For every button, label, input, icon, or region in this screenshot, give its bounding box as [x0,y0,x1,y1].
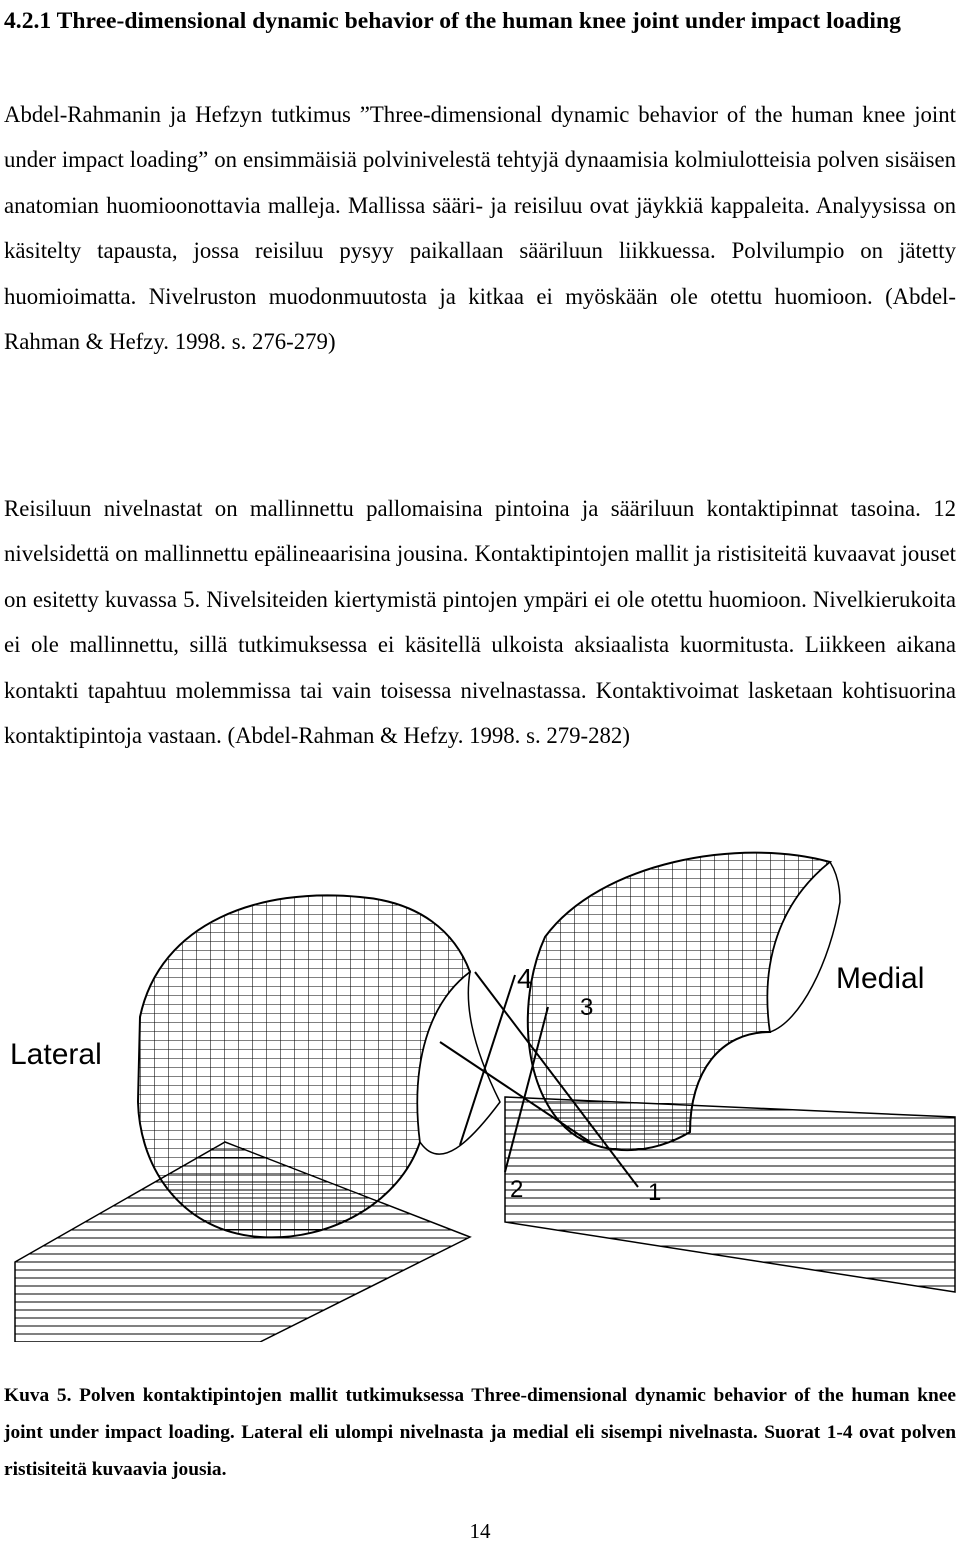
paragraph-2: Reisiluun nivelnastat on mallinnettu pallomaisina pintoina ja sääriluun kontaktipinnat tasoina. 12 nivelsidettä on mallinnettu epälineaarisina jousina. Kontaktipintojen mallit ja ristisiteitä kuvaavat jouset on esitetty kuvassa 5. Nivelsiteiden kiertymistä pintojen ympäri ei ole otettu huomioon. Nivelkierukoita ei ole mallinnettu, sillä tutkimuksessa ei käsitellä ulkoista aksiaalista kuormitusta. Liikkeen aikana kontakti tapahtuu molemmissa tai vain toisessa nivelnastassa. Kontaktivoimat lasketaan kohtisuorina kontaktipintoja vastaan. (Abdel-Rahman & Hefzy. 1998. s. 279-282) [4,496,956,749]
ligament-number-2: 2 [510,1176,524,1203]
ligament-number-3: 3 [580,994,594,1021]
lateral-label: Lateral [10,1038,102,1071]
section-heading: 4.2.1 Three-dimensional dynamic behavior of the human knee joint under impact loading [4,8,901,34]
ligament-number-1: 1 [648,1179,662,1206]
paragraph-1: Abdel-Rahmanin ja Hefzyn tutkimus ”Three-dimensional dynamic behavior of the human knee joint under impact loading” on ensimmäisiä polvinivelestä tehtyjä dynaamisia kolmiulotteisia polven sisäisen anatomian huomioonottavia malleja. Mallissa sääri- ja reisiluu ovat jäykkiä kappaleita. Analyysissa on käsitelty tapausta, jossa reisiluu pysyy paikallaan sääriluun liikkuessa. Polvilumpio on jätetty huomioimatta. Nivelruston muodonmuutosta ja kitkaa ei myöskään ole otettu huomioon. (Abdel-Rahman & Hefzy. 1998. s. 276-279) [4,102,956,355]
medial-label: Medial [836,962,925,995]
page-number: 14 [469,1519,491,1543]
ligament-number-4: 4 [517,963,533,994]
knee-contact-model-figure [0,842,960,1342]
figure-caption: Kuva 5. Polven kontaktipintojen mallit tutkimuksessa Three-dimensional dynamic behavior of the human knee joint under impact loading. Lateral eli ulompi nivelnasta ja medial eli sisempi nivelnasta. Suorat 1-4 ovat polven ristisiteitä kuvaavia jousia. [4,1385,956,1480]
